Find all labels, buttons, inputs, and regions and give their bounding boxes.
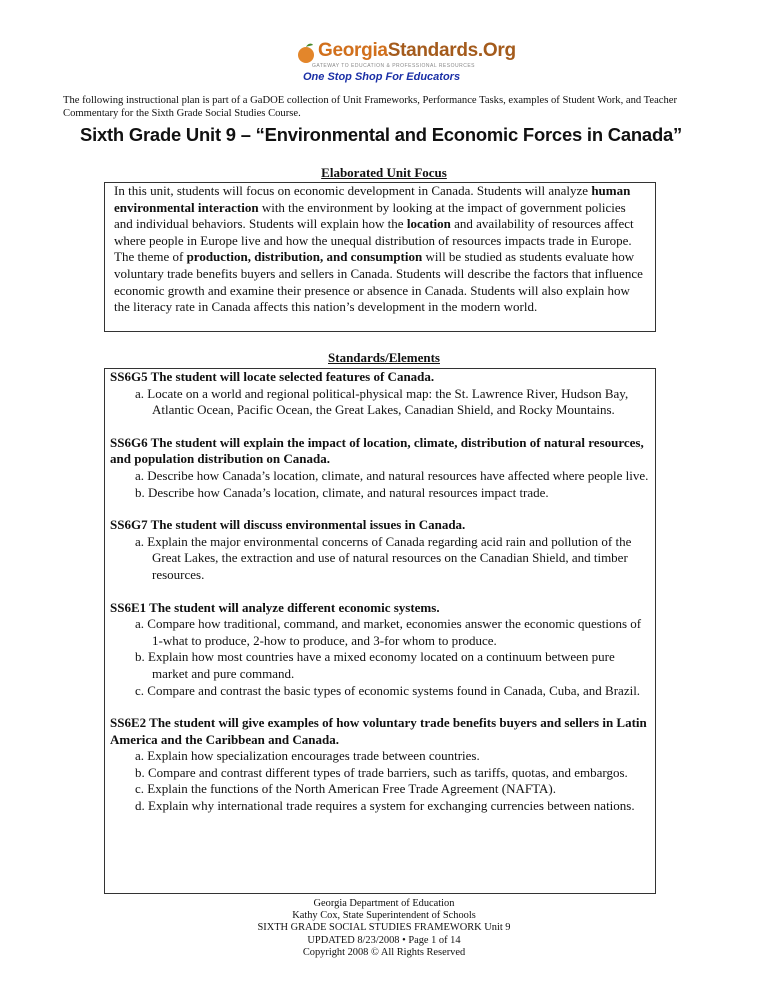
standard-ss6g5 bbox=[110, 369, 649, 419]
element-item: c. Explain the functions of the North American Free Trade Agreement (NAFTA). bbox=[135, 781, 556, 797]
element-item: b. Compare and contrast different types of trade barriers, such as tariffs, quotas, and embargos. bbox=[135, 764, 628, 780]
standard-title: SS6E2 The student will give examples of how voluntary trade benefits buyers and sellers in Latin America and the Caribbean and Canada. bbox=[110, 715, 647, 747]
focus-text-2: with the environment by looking at the impact of government policies and individual behaviors. Students will explain how the bbox=[114, 199, 626, 232]
standard-ss6g6 bbox=[110, 435, 649, 501]
element-item: a. Explain how specialization encourages trade between countries. bbox=[135, 748, 480, 764]
page-footer bbox=[0, 898, 768, 959]
footer-superintendent: Kathy Cox, State Superintendent of Schools bbox=[292, 910, 476, 922]
element-item: a. Compare how traditional, command, and market, economies answer the economic questions of 1-what to produce, 2-how to produce, and 3-for whom to produce. bbox=[135, 616, 642, 648]
standard-ss6g7 bbox=[110, 517, 649, 583]
footer-updated: UPDATED 8/23/2008 • Page 1 of 14 bbox=[307, 934, 461, 946]
intro-paragraph: The following instructional plan is part of a GaDOE collection of Unit Frameworks, Performance Tasks, examples of Student Work, and Teacher Commentary for the Sixth Grade Social Studies Course. bbox=[63, 95, 678, 119]
standard-ss6e1 bbox=[110, 600, 649, 700]
focus-text-4: will be studied as students evaluate how voluntary trade benefits buyers and sellers in Canada. Students will describe the factors that influence economic growth and examine their presence or absence in Canada. Students will also explain how the literacy rate in Canada affects this nation’s development in the modern world. bbox=[114, 249, 643, 315]
element-item: a. Locate on a world and regional political-physical map: the St. Lawrence River, Hudson Bay, Atlantic Ocean, Pacific Ocean, the Great Lakes, Canadian Shield, and Rocky Mountains. bbox=[135, 385, 629, 418]
logo-text-georgia: Georgia bbox=[318, 40, 388, 61]
element-item: b. Explain how most countries have a mixed economy located on a continuum between pure market and pure command. bbox=[135, 649, 615, 681]
standard-title: SS6G6 The student will explain the impact of location, climate, distribution of natural resources, and population distribution on Canada. bbox=[110, 434, 644, 467]
logo-text-standards: Standards.Org bbox=[387, 40, 516, 61]
page-title: Sixth Grade Unit 9 – “Environmental and Economic Forces in Canada” bbox=[80, 124, 683, 145]
element-item: c. Compare and contrast the basic types of economic systems found in Canada, Cuba, and Brazil. bbox=[135, 682, 641, 698]
focus-heading: Elaborated Unit Focus bbox=[321, 165, 447, 180]
standard-ss6e2 bbox=[110, 715, 649, 815]
logo-text bbox=[318, 40, 516, 62]
focus-text-1: In this unit, students will focus on economic development in Canada. Students will analyze bbox=[114, 183, 592, 198]
peach-logo-icon bbox=[296, 42, 316, 64]
standard-title: SS6G5 The student will locate selected features of Canada. bbox=[110, 369, 435, 384]
element-item: a. Describe how Canada’s location, climate, and natural resources have affected where people live. bbox=[135, 467, 649, 483]
logo-subtitle: GATEWAY TO EDUCATION & PROFESSIONAL RESOURCES bbox=[312, 63, 475, 69]
footer-framework: SIXTH GRADE SOCIAL STUDIES FRAMEWORK Unit 9 bbox=[257, 922, 511, 934]
focus-bold-3: production, distribution, and consumption bbox=[186, 249, 423, 265]
standard-title: SS6E1 The student will analyze different economic systems. bbox=[110, 599, 440, 615]
focus-bold-1: human environmental interaction bbox=[114, 183, 631, 215]
standards-heading: Standards/Elements bbox=[328, 350, 440, 365]
footer-department: Georgia Department of Education bbox=[313, 898, 455, 909]
element-item: a. Explain the major environmental concerns of Canada regarding acid rain and pollution of the Great Lakes, the extraction and use of natural resources on the Canadian Shield, and timber resources. bbox=[135, 533, 632, 582]
focus-bold-2: location bbox=[406, 216, 451, 232]
element-item: d. Explain why international trade requires a system for exchanging currencies between nations. bbox=[135, 798, 635, 814]
tagline: One Stop Shop For Educators bbox=[303, 71, 461, 83]
standards-box bbox=[104, 368, 656, 894]
standard-title: SS6G7 The student will discuss environmental issues in Canada. bbox=[110, 517, 466, 533]
footer-copyright: Copyright 2008 © All Rights Reserved bbox=[302, 946, 466, 958]
focus-text-3: and availability of resources affect where people in Europe live and how the unequal distribution of resources impacts trade in Europe. The theme of bbox=[114, 216, 634, 265]
element-item: b. Describe how Canada’s location, climate, and natural resources impact trade. bbox=[135, 484, 549, 500]
focus-box bbox=[104, 182, 656, 332]
focus-paragraph bbox=[114, 183, 647, 316]
